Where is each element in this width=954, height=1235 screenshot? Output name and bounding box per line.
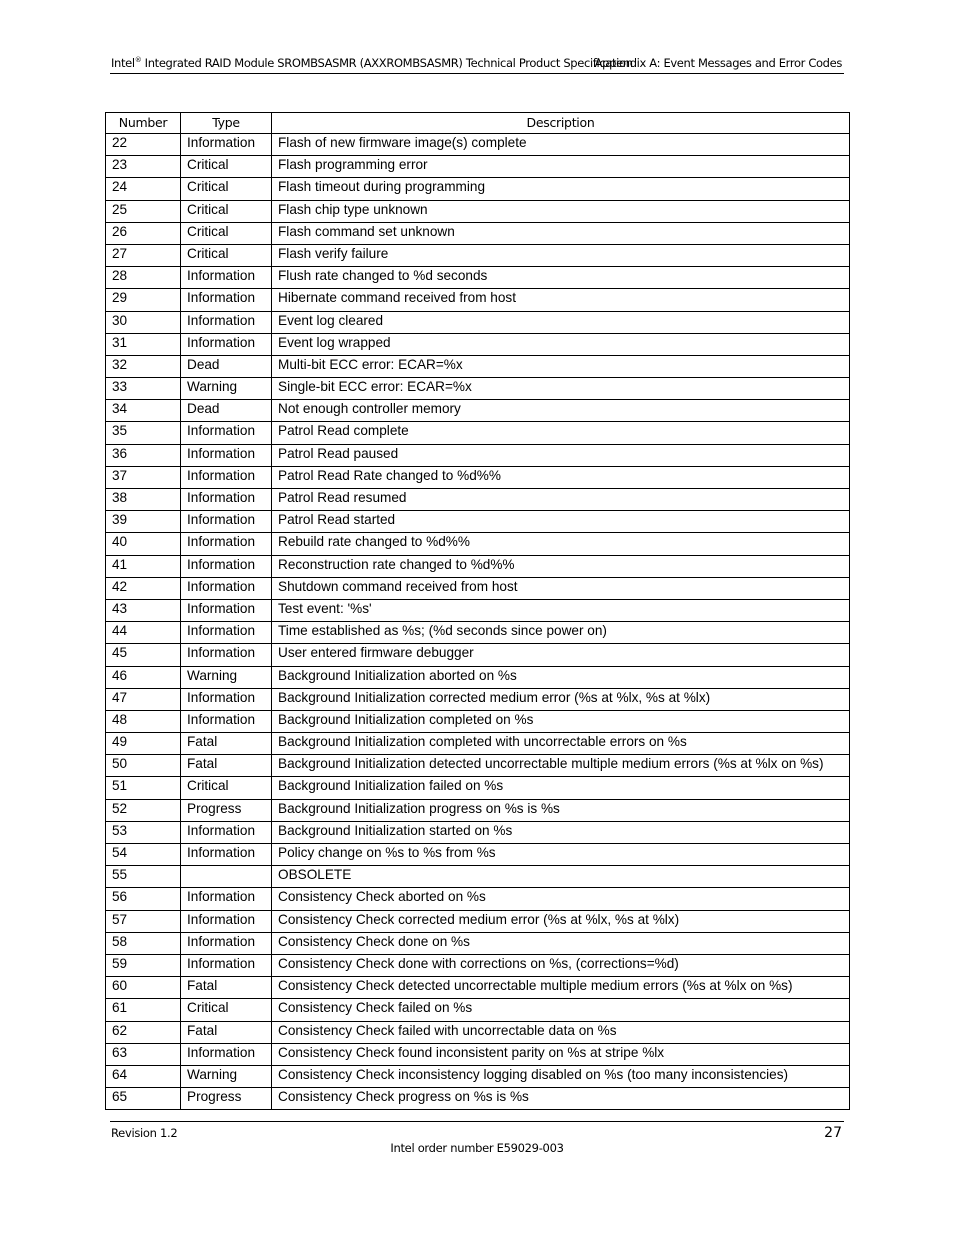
event-type-cell: Dead: [181, 400, 272, 422]
event-description-cell: Flash programming error: [272, 156, 850, 178]
event-description-cell: Consistency Check done with corrections on %s, (corrections=%d): [272, 954, 850, 976]
table-row: [106, 533, 850, 555]
event-number-cell: 60: [106, 977, 181, 999]
event-type-cell: Information: [181, 932, 272, 954]
event-type-cell: Information: [181, 422, 272, 444]
table-row: [106, 954, 850, 976]
event-number-cell: 31: [106, 333, 181, 355]
table-row: [106, 1088, 850, 1110]
event-description-cell: Consistency Check done on %s: [272, 932, 850, 954]
event-type-cell: Information: [181, 888, 272, 910]
event-number-cell: 62: [106, 1021, 181, 1043]
event-number-cell: 30: [106, 311, 181, 333]
running-header-section: Appendix A: Event Messages and Error Codes: [594, 56, 842, 70]
table-row: [106, 932, 850, 954]
column-header-type: Type: [181, 113, 272, 134]
table-row: [106, 844, 850, 866]
event-description-cell: Patrol Read complete: [272, 422, 850, 444]
event-type-cell: Critical: [181, 156, 272, 178]
event-number-cell: 22: [106, 134, 181, 156]
event-description-cell: Patrol Read Rate changed to %d%%: [272, 466, 850, 488]
table-row: [106, 156, 850, 178]
event-type-cell: Critical: [181, 222, 272, 244]
event-type-cell: Information: [181, 954, 272, 976]
event-description-cell: Consistency Check progress on %s is %s: [272, 1088, 850, 1110]
event-number-cell: 61: [106, 999, 181, 1021]
event-type-cell: Critical: [181, 244, 272, 266]
event-number-cell: 29: [106, 289, 181, 311]
event-description-cell: Flash chip type unknown: [272, 200, 850, 222]
event-type-cell: Information: [181, 311, 272, 333]
table-row: [106, 378, 850, 400]
table-header-row: [106, 113, 850, 134]
event-number-cell: 26: [106, 222, 181, 244]
event-number-cell: 56: [106, 888, 181, 910]
event-number-cell: 28: [106, 267, 181, 289]
event-type-cell: Progress: [181, 799, 272, 821]
event-number-cell: 53: [106, 821, 181, 843]
table-row: [106, 644, 850, 666]
event-description-cell: Test event: '%s': [272, 599, 850, 621]
event-type-cell: Information: [181, 622, 272, 644]
column-header-description: Description: [272, 113, 850, 134]
event-number-cell: 25: [106, 200, 181, 222]
table-row: [106, 333, 850, 355]
table-row: [106, 999, 850, 1021]
event-type-cell: Information: [181, 688, 272, 710]
event-number-cell: 38: [106, 489, 181, 511]
event-type-cell: Critical: [181, 777, 272, 799]
table-row: [106, 755, 850, 777]
event-type-cell: Information: [181, 577, 272, 599]
event-number-cell: 57: [106, 910, 181, 932]
event-description-cell: Hibernate command received from host: [272, 289, 850, 311]
footer-page-number: 27: [824, 1125, 842, 1141]
event-type-cell: Information: [181, 134, 272, 156]
event-description-cell: Background Initialization aborted on %s: [272, 666, 850, 688]
event-type-cell: Information: [181, 511, 272, 533]
event-type-cell: Information: [181, 489, 272, 511]
event-description-cell: Consistency Check inconsistency logging disabled on %s (too many inconsistencies): [272, 1065, 850, 1087]
event-number-cell: 48: [106, 710, 181, 732]
table-row: [106, 311, 850, 333]
event-type-cell: Progress: [181, 1088, 272, 1110]
table-row: [106, 489, 850, 511]
event-type-cell: Fatal: [181, 977, 272, 999]
table-row: [106, 511, 850, 533]
event-number-cell: 59: [106, 954, 181, 976]
event-number-cell: 50: [106, 755, 181, 777]
event-messages-table: [105, 112, 850, 1110]
event-description-cell: Flash verify failure: [272, 244, 850, 266]
table-row: [106, 688, 850, 710]
event-number-cell: 64: [106, 1065, 181, 1087]
event-description-cell: Flash timeout during programming: [272, 178, 850, 200]
registered-mark: ®: [134, 56, 142, 65]
table-row: [106, 355, 850, 377]
table-row: [106, 267, 850, 289]
event-type-cell: Fatal: [181, 733, 272, 755]
event-number-cell: 47: [106, 688, 181, 710]
event-number-cell: 40: [106, 533, 181, 555]
event-type-cell: Information: [181, 466, 272, 488]
event-number-cell: 32: [106, 355, 181, 377]
event-description-cell: Background Initialization started on %s: [272, 821, 850, 843]
event-description-cell: Event log wrapped: [272, 333, 850, 355]
table-row: [106, 666, 850, 688]
table-row: [106, 888, 850, 910]
table-row: [106, 710, 850, 732]
table-row: [106, 1043, 850, 1065]
event-description-cell: Multi-bit ECC error: ECAR=%x: [272, 355, 850, 377]
table-row: [106, 178, 850, 200]
event-type-cell: Information: [181, 555, 272, 577]
event-description-cell: Flash command set unknown: [272, 222, 850, 244]
event-description-cell: Consistency Check detected uncorrectable multiple medium errors (%s at %lx on %s): [272, 977, 850, 999]
event-description-cell: Shutdown command received from host: [272, 577, 850, 599]
event-type-cell: Information: [181, 910, 272, 932]
event-number-cell: 36: [106, 444, 181, 466]
table-row: [106, 910, 850, 932]
table-row: [106, 200, 850, 222]
event-number-cell: 35: [106, 422, 181, 444]
event-type-cell: Information: [181, 1043, 272, 1065]
table-row: [106, 466, 850, 488]
event-type-cell: Critical: [181, 178, 272, 200]
table-row: [106, 799, 850, 821]
event-number-cell: 51: [106, 777, 181, 799]
event-number-cell: 27: [106, 244, 181, 266]
table-row: [106, 866, 850, 888]
table-row: [106, 555, 850, 577]
table-row: [106, 244, 850, 266]
event-type-cell: Information: [181, 644, 272, 666]
event-number-cell: 44: [106, 622, 181, 644]
header-document-title: Integrated RAID Module SROMBSASMR (AXXROMBSASMR) Technical Product Specification: [141, 56, 633, 70]
event-description-cell: Flush rate changed to %d seconds: [272, 267, 850, 289]
event-type-cell: Warning: [181, 666, 272, 688]
event-description-cell: Patrol Read started: [272, 511, 850, 533]
event-description-cell: OBSOLETE: [272, 866, 850, 888]
event-description-cell: Policy change on %s to %s from %s: [272, 844, 850, 866]
event-number-cell: 65: [106, 1088, 181, 1110]
event-description-cell: Background Initialization progress on %s is %s: [272, 799, 850, 821]
running-header-title: [111, 56, 633, 70]
event-number-cell: 52: [106, 799, 181, 821]
event-number-cell: 45: [106, 644, 181, 666]
event-description-cell: User entered firmware debugger: [272, 644, 850, 666]
event-description-cell: Event log cleared: [272, 311, 850, 333]
table-row: [106, 1021, 850, 1043]
table-row: [106, 444, 850, 466]
event-description-cell: Patrol Read resumed: [272, 489, 850, 511]
table-row: [106, 977, 850, 999]
table-row: [106, 577, 850, 599]
event-number-cell: 37: [106, 466, 181, 488]
header-rule: [110, 73, 844, 74]
event-number-cell: 39: [106, 511, 181, 533]
table-body: [106, 134, 850, 1110]
event-description-cell: Background Initialization corrected medium error (%s at %lx, %s at %lx): [272, 688, 850, 710]
table-row: [106, 599, 850, 621]
event-type-cell: Warning: [181, 1065, 272, 1087]
table-row: [106, 222, 850, 244]
event-description-cell: Rebuild rate changed to %d%%: [272, 533, 850, 555]
event-type-cell: Critical: [181, 200, 272, 222]
footer-rule: [110, 1121, 844, 1122]
event-description-cell: Single-bit ECC error: ECAR=%x: [272, 378, 850, 400]
header-brand: Intel: [111, 56, 135, 70]
event-number-cell: 43: [106, 599, 181, 621]
event-type-cell: Information: [181, 444, 272, 466]
table-row: [106, 400, 850, 422]
event-number-cell: 41: [106, 555, 181, 577]
event-number-cell: 24: [106, 178, 181, 200]
event-number-cell: 55: [106, 866, 181, 888]
table-row: [106, 422, 850, 444]
event-type-cell: Information: [181, 267, 272, 289]
event-number-cell: 42: [106, 577, 181, 599]
event-number-cell: 49: [106, 733, 181, 755]
table-row: [106, 622, 850, 644]
event-number-cell: 23: [106, 156, 181, 178]
event-type-cell: Information: [181, 821, 272, 843]
event-description-cell: Flash of new firmware image(s) complete: [272, 134, 850, 156]
event-description-cell: Background Initialization failed on %s: [272, 777, 850, 799]
event-number-cell: 33: [106, 378, 181, 400]
event-type-cell: Information: [181, 333, 272, 355]
event-description-cell: Background Initialization completed with uncorrectable errors on %s: [272, 733, 850, 755]
footer-order-number: Intel order number E59029-003: [390, 1141, 564, 1155]
table-row: [106, 289, 850, 311]
event-type-cell: Information: [181, 844, 272, 866]
table-row: [106, 733, 850, 755]
event-type-cell: Dead: [181, 355, 272, 377]
event-type-cell: Information: [181, 289, 272, 311]
event-description-cell: Consistency Check failed on %s: [272, 999, 850, 1021]
table-row: [106, 821, 850, 843]
event-description-cell: Consistency Check aborted on %s: [272, 888, 850, 910]
event-description-cell: Patrol Read paused: [272, 444, 850, 466]
table-row: [106, 777, 850, 799]
event-number-cell: 34: [106, 400, 181, 422]
event-type-cell: Information: [181, 533, 272, 555]
event-description-cell: Background Initialization detected uncorrectable multiple medium errors (%s at %lx on %s): [272, 755, 850, 777]
event-type-cell: Information: [181, 710, 272, 732]
event-description-cell: Consistency Check failed with uncorrectable data on %s: [272, 1021, 850, 1043]
event-description-cell: Consistency Check found inconsistent parity on %s at stripe %lx: [272, 1043, 850, 1065]
event-description-cell: Not enough controller memory: [272, 400, 850, 422]
event-type-cell: Fatal: [181, 1021, 272, 1043]
table-row: [106, 134, 850, 156]
table-row: [106, 1065, 850, 1087]
event-number-cell: 46: [106, 666, 181, 688]
event-description-cell: Background Initialization completed on %s: [272, 710, 850, 732]
event-description-cell: Consistency Check corrected medium error (%s at %lx, %s at %lx): [272, 910, 850, 932]
event-type-cell: Critical: [181, 999, 272, 1021]
event-description-cell: Reconstruction rate changed to %d%%: [272, 555, 850, 577]
event-description-cell: Time established as %s; (%d seconds since power on): [272, 622, 850, 644]
event-number-cell: 63: [106, 1043, 181, 1065]
column-header-number: Number: [106, 113, 181, 134]
event-type-cell: [181, 866, 272, 888]
event-type-cell: Warning: [181, 378, 272, 400]
event-number-cell: 58: [106, 932, 181, 954]
footer-revision: Revision 1.2: [111, 1126, 178, 1140]
event-type-cell: Information: [181, 599, 272, 621]
event-type-cell: Fatal: [181, 755, 272, 777]
event-number-cell: 54: [106, 844, 181, 866]
